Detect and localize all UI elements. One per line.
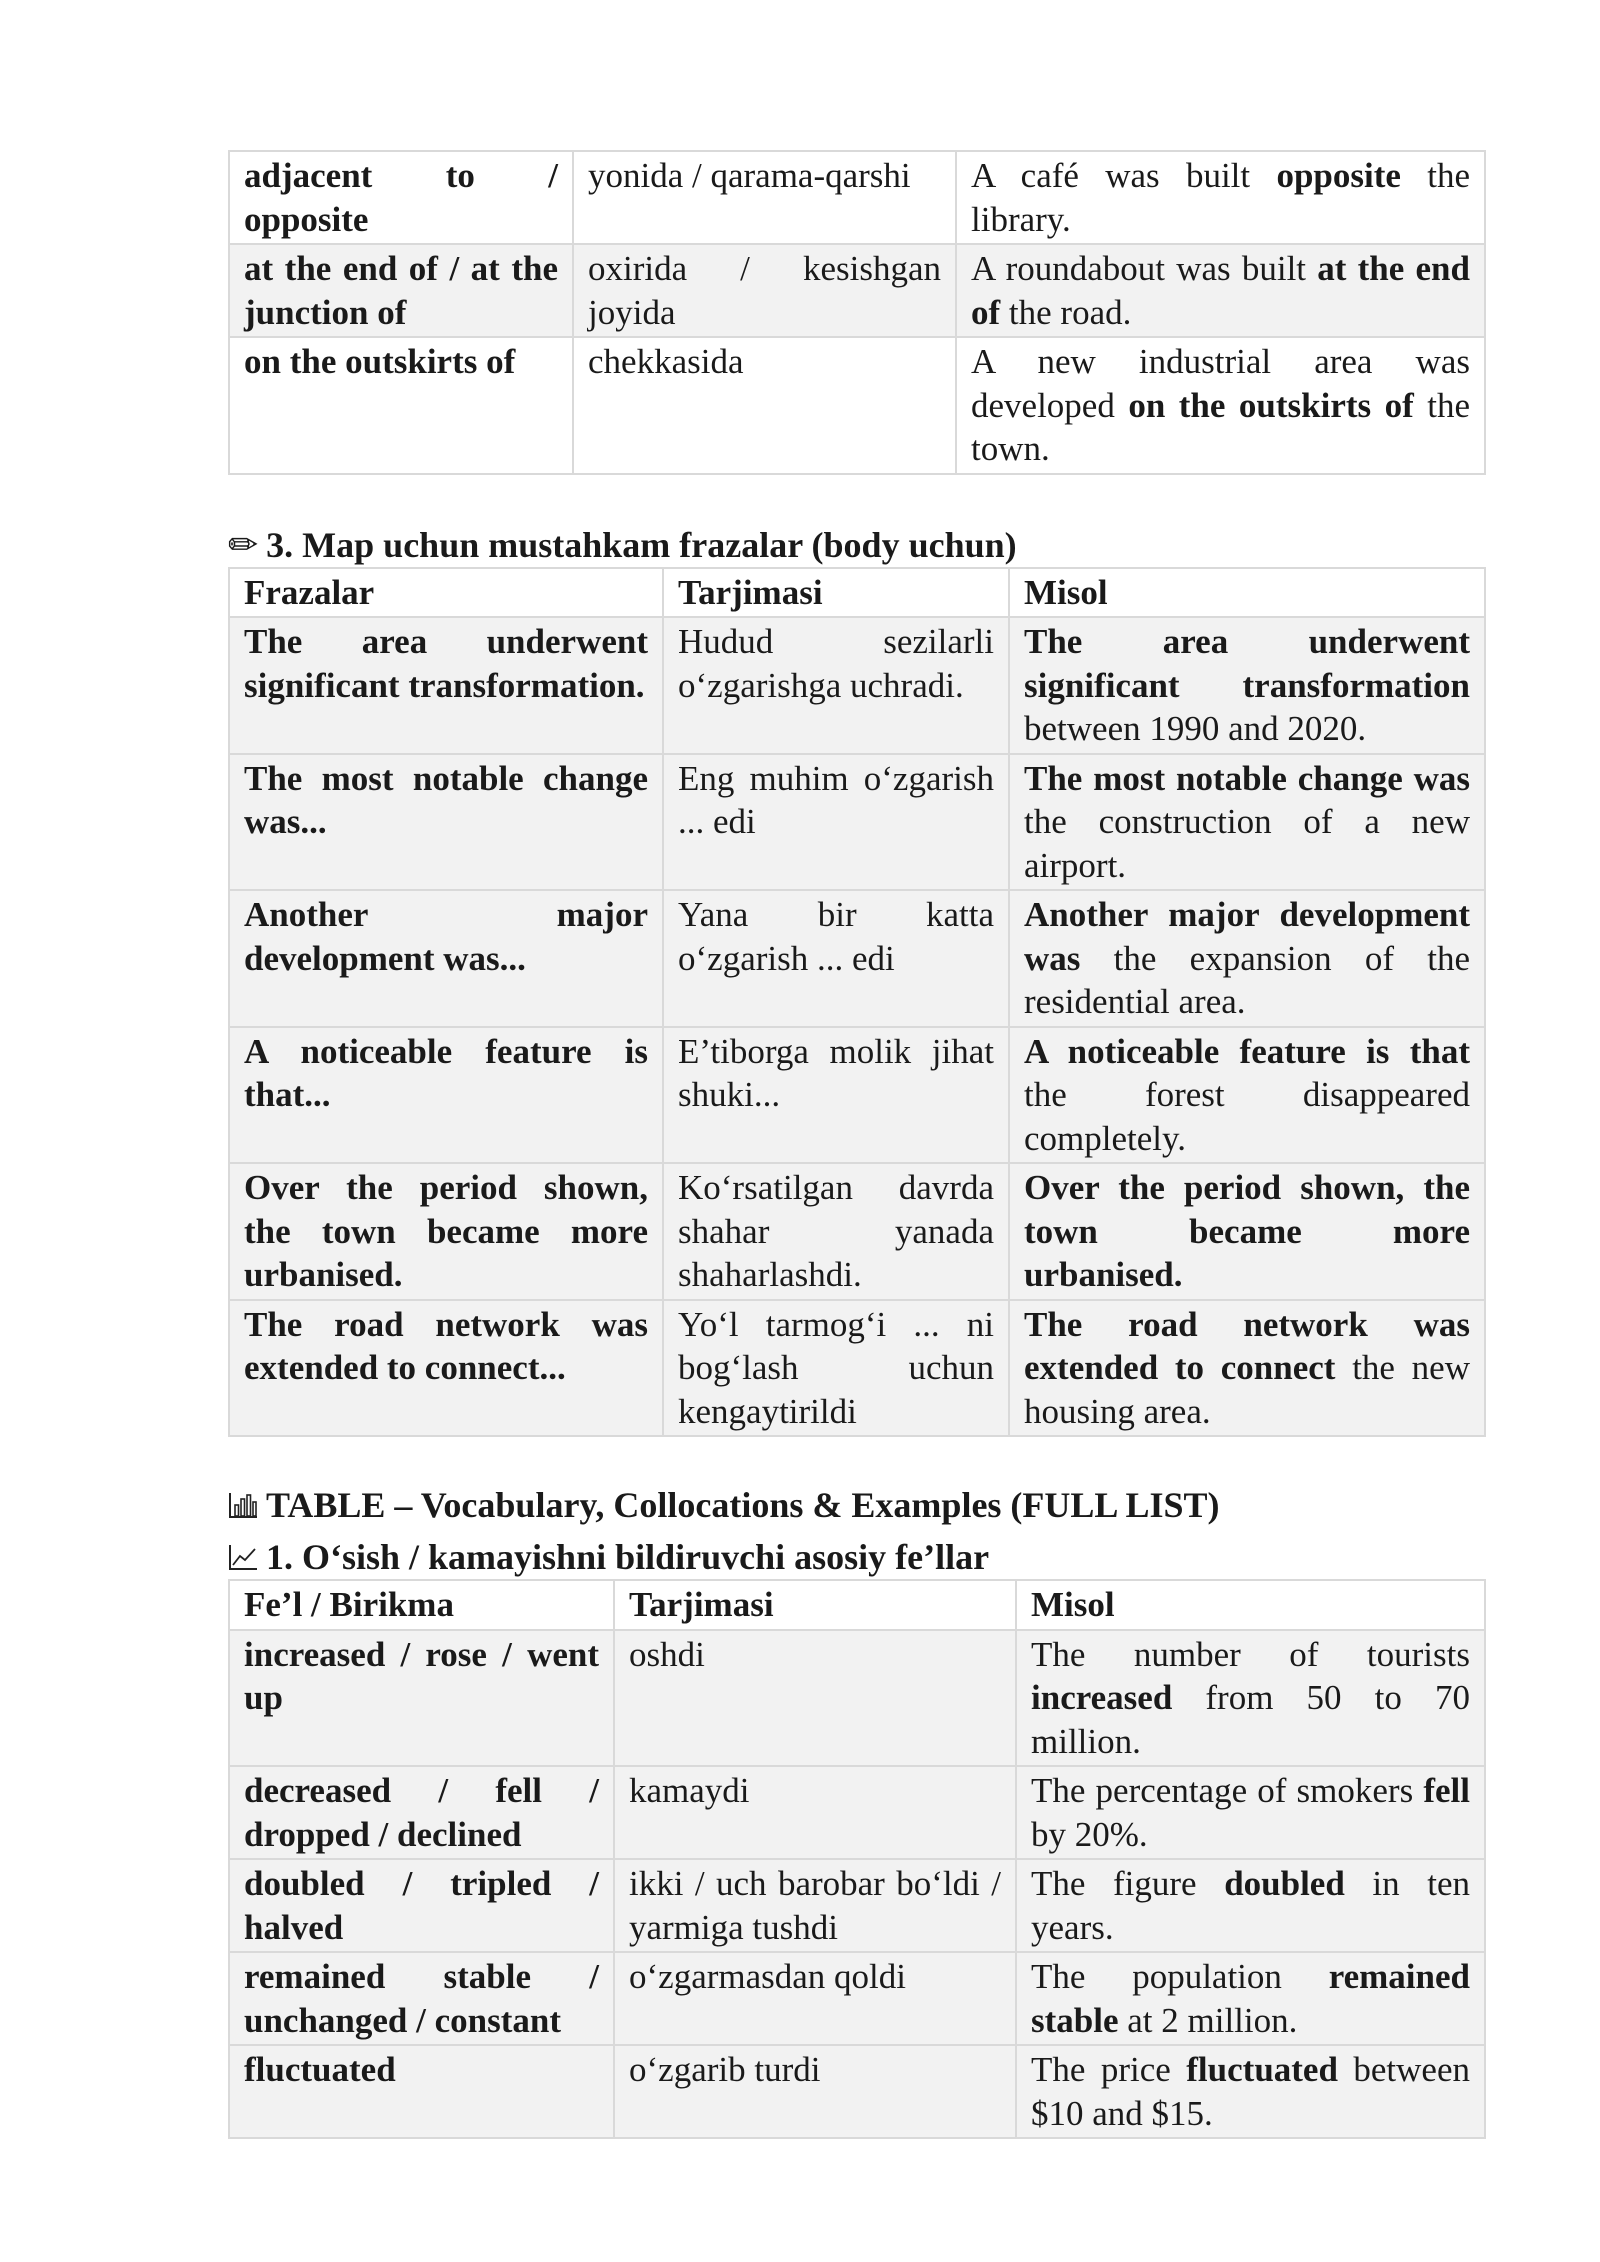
- example-cell: A new industrial area was developed on the outskirts of the town.: [956, 337, 1485, 474]
- table-row: [229, 617, 1485, 754]
- phrase-text: increased / rose / went up: [244, 1634, 599, 1717]
- phrase-cell: [229, 1027, 663, 1164]
- translation-cell: Ko‘rsatilgan davrda shahar yanada shaharlashdi.: [663, 1163, 1009, 1300]
- example-highlight: opposite: [1276, 156, 1401, 195]
- example-highlight: The area underwent significant transformation: [1024, 622, 1470, 705]
- translation-cell: kamaydi: [614, 1766, 1016, 1859]
- translation-cell: oshdi: [614, 1630, 1016, 1767]
- translation-cell: yonida / qarama-qarshi: [573, 151, 956, 244]
- example-highlight: The most notable change was: [1024, 758, 1470, 798]
- document-page: [228, 150, 1484, 2139]
- example-cell: The number of tourists increased from 50 to 70 million.: [1016, 1630, 1485, 1767]
- line-chart-icon: [228, 1543, 258, 1571]
- translation-cell: E’tiborga molik jihat shuki...: [663, 1027, 1009, 1164]
- header-translation: Tarjimasi: [614, 1580, 1016, 1630]
- phrase-text: A noticeable feature is that...: [244, 1031, 648, 1114]
- table-row: [229, 1859, 1485, 1952]
- section-1-title: 1. O‘sish / kamayishni bildiruvchi asosiy fe’llar: [266, 1537, 990, 1577]
- table-row: [229, 1766, 1485, 1859]
- table-section-title: TABLE – Vocabulary, Collocations & Examples (FULL LIST): [266, 1485, 1220, 1525]
- example-cell: The percentage of smokers fell by 20%.: [1016, 1766, 1485, 1859]
- phrase-cell: [229, 617, 663, 754]
- phrase-text: Over the period shown, the town became more urbanised.: [244, 1168, 648, 1294]
- translation-cell: oxirida / kesishgan joyida: [573, 244, 956, 337]
- phrase-cell: [229, 890, 663, 1027]
- pencil-icon: ✏: [228, 524, 259, 565]
- phrase-cell: [229, 1952, 614, 2045]
- phrase-text: The area underwent significant transformation.: [244, 622, 648, 705]
- example-highlight: A noticeable feature is that: [1024, 1031, 1470, 1071]
- example-cell: The population remained stable at 2 million.: [1016, 1952, 1485, 2045]
- table-row: [229, 1300, 1485, 1437]
- table-row: [229, 1952, 1485, 2045]
- example-highlight: doubled: [1224, 1864, 1345, 1903]
- example-cell: The road network was extended to connect the new housing area.: [1009, 1300, 1485, 1437]
- example-cell: The figure doubled in ten years.: [1016, 1859, 1485, 1952]
- phrase-cell: [229, 337, 573, 474]
- translation-cell: Yana bir katta o‘zgarish ... edi: [663, 890, 1009, 1027]
- translation-cell: o‘zgarmasdan qoldi: [614, 1952, 1016, 2045]
- phrase-cell: [229, 1766, 614, 1859]
- header-row: [229, 1580, 1485, 1630]
- phrase-cell: [229, 1300, 663, 1437]
- example-highlight: The road network was extended to connect: [1024, 1304, 1470, 1387]
- example-cell: Another major development was the expansion of the residential area.: [1009, 890, 1485, 1027]
- phrase-cell: [229, 754, 663, 891]
- phrase-cell: [229, 151, 573, 244]
- phrase-cell: [229, 1859, 614, 1952]
- header-example: Misol: [1016, 1580, 1485, 1630]
- phrase-text: at the end of / at the junction of: [244, 249, 558, 332]
- table-row: [229, 337, 1485, 474]
- phrase-cell: [229, 1163, 663, 1300]
- table-map-phrases: [228, 567, 1486, 1438]
- table-row: [229, 1163, 1485, 1300]
- example-cell: The area underwent significant transformation between 1990 and 2020.: [1009, 617, 1485, 754]
- table-row: [229, 2045, 1485, 2138]
- phrase-text: adjacent to / opposite: [244, 156, 558, 239]
- table-section-heading: [228, 1483, 1484, 1527]
- example-cell: [1009, 1163, 1485, 1300]
- header-translation: Tarjimasi: [663, 568, 1009, 618]
- translation-cell: ikki / uch barobar bo‘ldi / yarmiga tushdi: [614, 1859, 1016, 1952]
- table-row: [229, 244, 1485, 337]
- table-row: [229, 151, 1485, 244]
- translation-cell: Eng muhim o‘zgarish ... edi: [663, 754, 1009, 891]
- example-highlight: remained stable: [1031, 1957, 1470, 2040]
- example-highlight: fell: [1423, 1771, 1470, 1810]
- example-highlight: on the outskirts of: [1128, 385, 1414, 425]
- phrase-text: Another major development was...: [244, 895, 648, 978]
- example-cell: The most notable change was the construction of a new airport.: [1009, 754, 1485, 891]
- example-highlight: at the end of: [971, 249, 1470, 332]
- phrase-cell: [229, 244, 573, 337]
- translation-cell: Yo‘l tarmog‘i ... ni bog‘lash uchun kengaytirildi: [663, 1300, 1009, 1437]
- table-row: [229, 1630, 1485, 1767]
- section-3-heading: [228, 523, 1484, 567]
- table-verbs: [228, 1579, 1486, 2139]
- table-row: [229, 1027, 1485, 1164]
- phrase-text: The most notable change was...: [244, 758, 648, 841]
- translation-cell: chekkasida: [573, 337, 956, 474]
- phrase-text: decreased / fell / dropped / declined: [244, 1771, 599, 1854]
- phrase-text: The road network was extended to connect...: [244, 1304, 648, 1387]
- phrase-text: remained stable / unchanged / constant: [244, 1957, 599, 2040]
- phrase-text: fluctuated: [244, 2050, 396, 2089]
- section-1-heading: [228, 1535, 1484, 1579]
- example-cell: A café was built opposite the library.: [956, 151, 1485, 244]
- example-highlight: fluctuated: [1186, 2050, 1338, 2089]
- table-prepositions: [228, 150, 1486, 475]
- example-cell: A noticeable feature is that the forest disappeared completely.: [1009, 1027, 1485, 1164]
- example-highlight: increased: [1031, 1678, 1173, 1717]
- translation-cell: o‘zgarib turdi: [614, 2045, 1016, 2138]
- header-phrases: Frazalar: [229, 568, 663, 618]
- bar-chart-icon: [228, 1491, 258, 1519]
- example-cell: A roundabout was built at the end of the road.: [956, 244, 1485, 337]
- table-row: [229, 754, 1485, 891]
- phrase-cell: [229, 2045, 614, 2138]
- header-row: [229, 568, 1485, 618]
- phrase-cell: [229, 1630, 614, 1767]
- example-cell: The price fluctuated between $10 and $15.: [1016, 2045, 1485, 2138]
- example-highlight: Another major development was: [1024, 895, 1470, 978]
- table-row: [229, 890, 1485, 1027]
- header-example: Misol: [1009, 568, 1485, 618]
- translation-cell: Hudud sezilarli o‘zgarishga uchradi.: [663, 617, 1009, 754]
- phrase-text: on the outskirts of: [244, 342, 516, 381]
- section-3-title: 3. Map uchun mustahkam frazalar (body uchun): [266, 524, 1017, 565]
- example-highlight: Over the period shown, the town became more urbanised.: [1024, 1168, 1470, 1294]
- phrase-text: doubled / tripled / halved: [244, 1864, 599, 1947]
- header-verb: Fe’l / Birikma: [229, 1580, 614, 1630]
